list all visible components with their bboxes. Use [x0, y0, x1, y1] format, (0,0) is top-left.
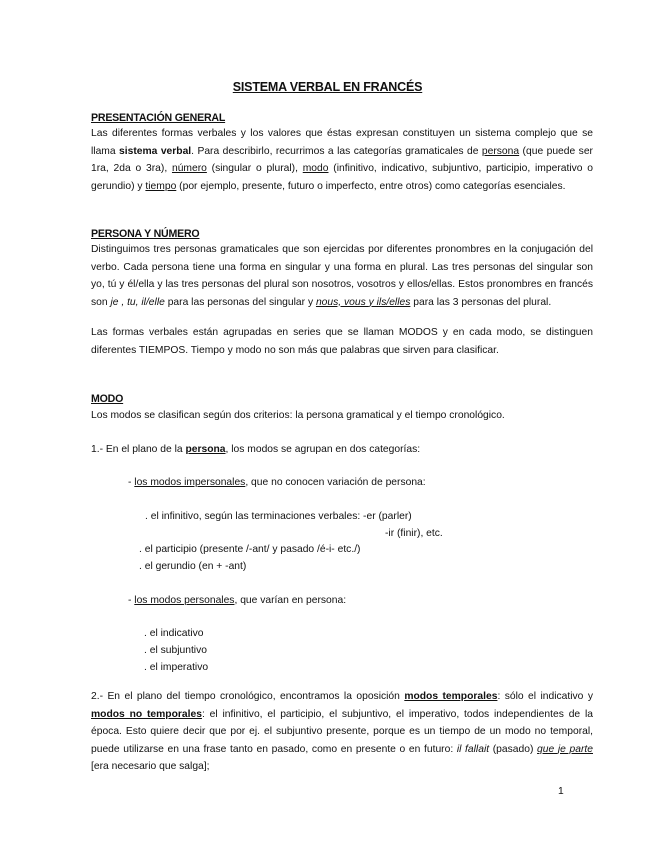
- paragraph-presentacion: Las diferentes formas verbales y los valores que éstas expresan constituyen un sistema complejo que se llama sistema verbal. Para describirlo, recurrimos a las categorías gramaticales de persona (que puede ser 1ra, 2da o 3ra), número (singular o plural), modo (infinitivo, indicativo, subjuntivo, participio, imperativo o gerundio) y tiempo (por ejemplo, presente, futuro o imperfecto, entre otros) como categorías esenciales.: [91, 128, 594, 192]
- paragraph-persona-numero: Distinguimos tres personas gramaticales que son ejercidas por diferentes pronombres en la conjugación del verbo. Cada persona tiene una forma en singular y una forma en plural. Las tres personas del singular son yo, tú y él/ella y las tres personas del plural son nosotros, vosotros y ellos/ellas. Estos pronombres en francés son je , tu, il/elle para las personas del singular y nous, vous y ils/elles para las 3 personas del plural.: [91, 244, 593, 308]
- paragraph-modos-tiempos: Las formas verbales están agrupadas en series que se llaman MODOS y en cada modo, se distinguen diferentes TIEMPOS. Tiempo y modo no son más que palabras que sirven para clasificar.: [91, 327, 593, 356]
- participio-item: . el participio (presente /-ant/ y pasado /é-i- etc./): [139, 544, 361, 555]
- subjuntivo-item: . el subjuntivo: [144, 645, 207, 656]
- indicativo-item: . el indicativo: [144, 628, 204, 639]
- modo-point-1: 1.- En el plano de la persona, los modos se agrupan en dos categorías:: [91, 444, 421, 455]
- heading-persona-numero: PERSONA Y NÚMERO: [91, 228, 200, 240]
- document-title: SISTEMA VERBAL EN FRANCÉS: [232, 80, 423, 94]
- modos-impersonales-item: - los modos impersonales, que no conocen variación de persona:: [128, 477, 426, 488]
- gerundio-item: . el gerundio (en + -ant): [139, 561, 247, 572]
- modo-point-2: 2.- En el plano del tiempo cronológico, encontramos la oposición modos temporales: sólo el indicativo y modos no temporales: el infinitivo, el participio, el subjuntivo, el imperativo, todos independientes de la época. Esto quiere decir que por ej. el subjuntivo presente, porque es un tiempo de un modo no temporal, puede utilizarse en una frase tanto en pasado, como en presente o en futuro: il fallait (pasado) que je parte [era necesario que salga];: [91, 691, 593, 772]
- infinitivo-item: . el infinitivo, según las terminaciones verbales: -er (parler): [145, 511, 412, 522]
- page-number: 1: [558, 786, 564, 797]
- heading-presentacion: PRESENTACIÓN GENERAL: [91, 112, 226, 124]
- infinitivo-item-cont: -ir (finir), etc.: [385, 528, 443, 539]
- modo-intro: Los modos se clasifican según dos criterios: la persona gramatical y el tiempo cronológico.: [91, 410, 505, 421]
- modos-personales-item: - los modos personales, que varían en persona:: [128, 595, 347, 606]
- imperativo-item: . el imperativo: [144, 662, 209, 673]
- heading-modo: MODO: [91, 393, 124, 405]
